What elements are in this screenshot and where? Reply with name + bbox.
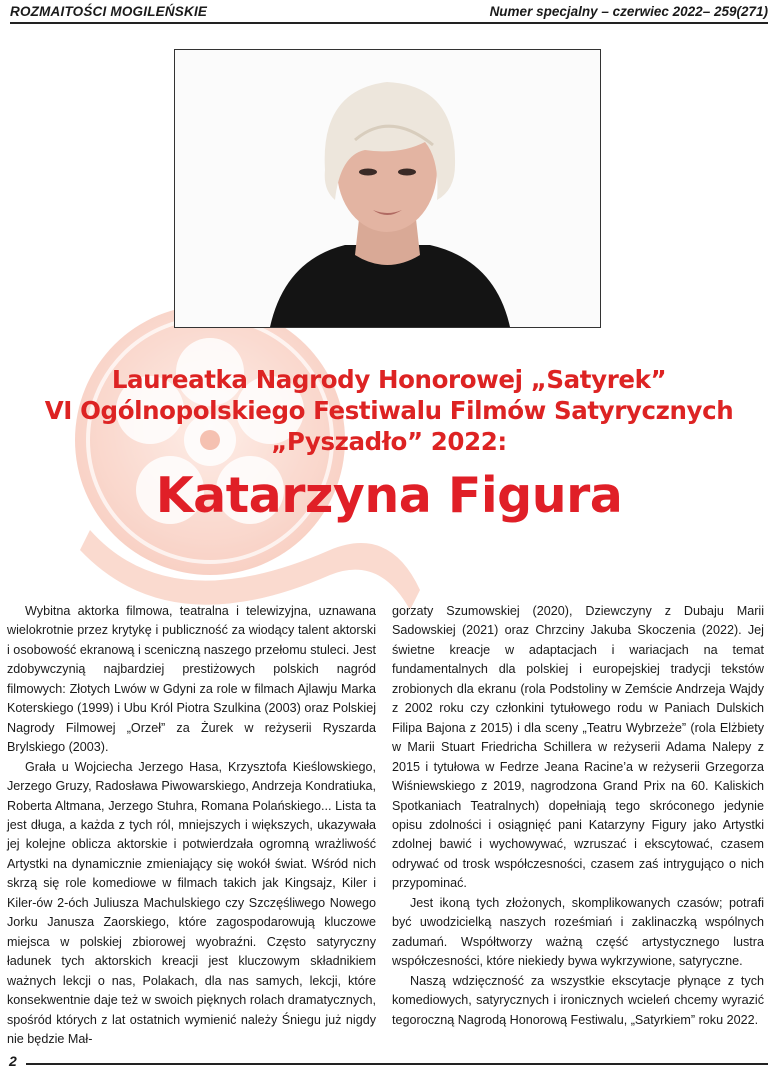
article-paragraph: Jest ikoną tych złożonych, skomplikowanych czasów; potrafi być uwodzicielką naszych roześmiań i zaklinaczką wspólnych zadumań. Współtworzy ważną część artystycznego lustra współczesności, które niekiedy bywa wykrzywione, satyryczne. <box>392 895 764 969</box>
footer-rule <box>26 1063 768 1065</box>
issue-info: Numer specjalny – czerwiec 2022– 259(271) <box>489 4 768 19</box>
header-rule <box>10 22 768 24</box>
award-title-line-1: Laureatka Nagrody Honorowej „Satyrek” <box>111 365 667 394</box>
article-paragraph: gorzaty Szumowskiej (2020), Dziewczyny z Dubaju Marii Sadowskiej (2021) oraz Chrzciny Jakuba Skoczenia (2022). Jej świetne kreacje w adaptacjach i wariacjach na temat fundamentalnych dla polskiej i europejskiej tradycji tekstów zrobionych dla ekranu (rola Podstoliny w Zemście Andrzeja Wajdy z 2002 roku czy członkini tytułowego rodu w Paniach Dulskich Filipa Bajona z 2015) i dla sceny „Teatru Wybrzeże” (rola Elżbiety w Marii Stuart Friedricha Schillera w reżyserii Adama Nalepy z 2015 i tytułowa w Fedrze Jeana Racine’a w reżyserii Grzegorza Wiśniewskiego z 2019, nagrodzona Grand Prix na 60. Kaliskich Spotkaniach Teatralnych) dopełniają tego skróconego jedynie opisu zdolności i osiągnięć pani Katarzyny Figury jako Artystki zdolnej bawić i wychowywać, wzruszać i ekscytować, czasem odrywać od trosk współczesności, czasem zaś intrygująco o nich przypominać. <box>392 604 764 891</box>
portrait-photo <box>174 49 601 328</box>
article-paragraph: Grała u Wojciecha Jerzego Hasa, Krzysztofa Kieślowskiego, Jerzego Gruzy, Radosława Piwowarskiego, Andrzeja Kondratiuka, Roberta Altmana, Jerzego Stuhra, Romana Polańskiego... Lista ta jest długa, a każda z tych ról, mniejszych i większych, ukazywała jej kolejne oblicza aktorskie i potwierdzała ogromną wrażliwość Artystki na dynamicznie zmieniający się wokół świat. Wśród nich skrzą się role komediowe w filmach takich jak Kingsajz, Kiler i Kiler-ów 2-óch Juliusza Machulskiego czy Szczęśliwego Nowego Jorku Janusza Zaorskiego, które zagospodarowują kluczowe miejsca w polskiej zbiorowej wyobraźni. Często satyryczny ładunek tych aktorskich kreacji jest kluczowym składnikiem ważnych lekcji o nas, Polakach, dla nas samych, lekcji, które konsekwentnie daje też w swoich pięknych rolach dramatycznych, spośród których z lat ostatnich wymienić należy Śniegu już nigdy nie będzie Mał- <box>7 759 376 1046</box>
article-column-left <box>7 602 376 1049</box>
award-title-line-3: „Pyszadło” 2022: <box>271 427 507 456</box>
award-title-line-2: VI Ogólnopolskiego Festiwalu Filmów Satyrycznych <box>44 396 734 425</box>
page-number: 2 <box>9 1053 17 1069</box>
page-header <box>10 4 768 24</box>
title-block <box>0 364 778 527</box>
article-paragraph: Wybitna aktorka filmowa, teatralna i telewizyjna, uznawana wielokrotnie przez krytykę i publiczność za wiodący talent aktorski i osobowość ekranową i sceniczną naszego przełomu stuleci. Jest zdobywczynią najbardziej prestiżowych polskich nagród filmowych: Złotych Lwów w Gdyni za role w filmach Ajlawju Marka Koterskiego (1999) i Ubu Król Piotra Szulkina (2003) oraz Polskiej Nagrody Filmowej „Orzeł” za Żurek w reżyserii Ryszarda Brylskiego (2003). <box>7 604 376 755</box>
article-column-right <box>392 602 764 1030</box>
laureate-name: Katarzyna Figura <box>155 467 623 524</box>
publication-name: ROZMAITOŚCI MOGILEŃSKIE <box>10 4 208 19</box>
portrait-illustration <box>175 50 600 327</box>
article-paragraph: Naszą wdzięczność za wszystkie ekscytacje płynące z tych komediowych, satyrycznych i ironicznych wcieleń chcemy wyrazić tegoroczną Nagrodą Honorową Festiwalu, „Satyrkiem” roku 2022. <box>392 973 764 1027</box>
